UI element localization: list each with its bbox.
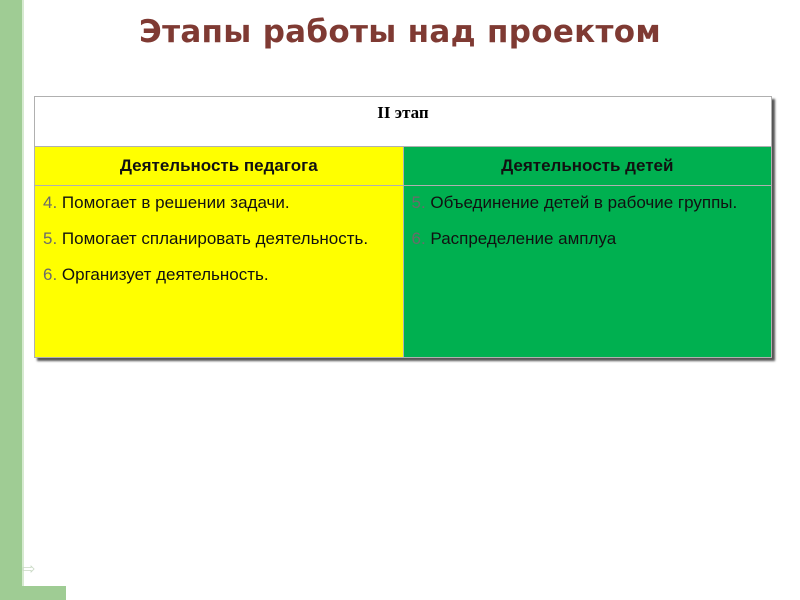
children-activity-cell — [403, 186, 772, 358]
list-item — [412, 192, 764, 214]
list-item — [412, 228, 764, 250]
item-number: 6. — [43, 265, 58, 284]
next-arrow-icon[interactable]: ⇨ — [22, 559, 36, 578]
list-item — [43, 264, 395, 286]
stage-header: II этап — [35, 97, 772, 147]
children-column-header: Деятельность детей — [403, 147, 772, 186]
item-text: Помогает в решении задачи. — [61, 193, 290, 212]
item-text: Объединение детей в рабочие группы. — [430, 193, 738, 212]
left-accent-bar — [0, 0, 22, 600]
item-number: 4. — [43, 193, 58, 212]
item-number: 5. — [411, 193, 426, 212]
item-text: Распределение амплуа — [430, 229, 617, 248]
item-text: Помогает спланировать деятельность. — [61, 229, 369, 248]
item-text: Организует деятельность. — [61, 265, 269, 284]
item-number: 6. — [411, 229, 426, 248]
left-accent-line — [22, 0, 24, 600]
bottom-accent-bar — [0, 586, 66, 600]
list-item — [43, 228, 395, 250]
teacher-column-header: Деятельность педагога — [35, 147, 404, 186]
stage-table — [34, 96, 772, 358]
item-number: 5. — [43, 229, 58, 248]
list-item — [43, 192, 395, 214]
teacher-activity-cell — [35, 186, 404, 358]
slide-title: Этапы работы над проектом — [139, 14, 661, 50]
